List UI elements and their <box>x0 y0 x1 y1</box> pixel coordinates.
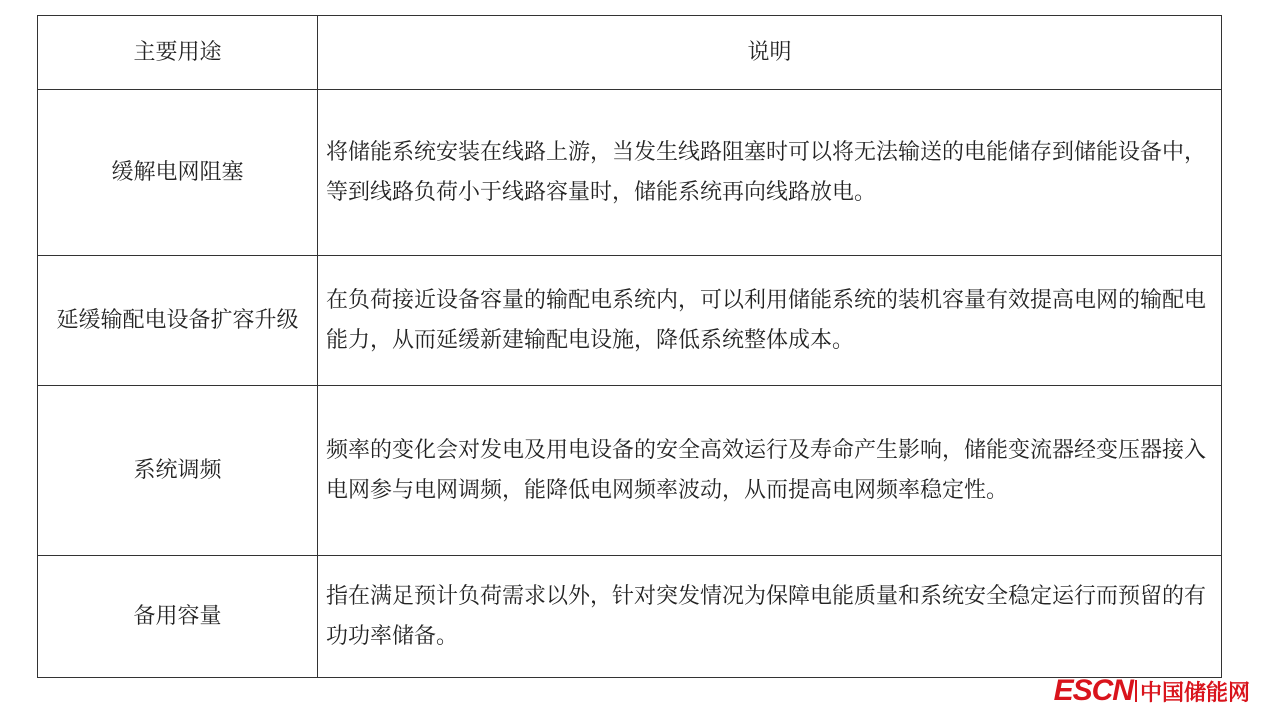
purpose-cell: 备用容量 <box>38 556 318 678</box>
logo-latin-text: ESCN <box>1053 674 1133 707</box>
header-purpose: 主要用途 <box>38 16 318 90</box>
table-row <box>38 90 1222 256</box>
purpose-cell: 延缓输配电设备扩容升级 <box>38 256 318 386</box>
logo-divider <box>1135 680 1137 702</box>
description-cell: 将储能系统安装在线路上游，当发生线路阻塞时可以将无法输送的电能储存到储能设备中，等到线路负荷小于线路容量时，储能系统再向线路放电。 <box>318 90 1222 256</box>
table-row <box>38 386 1222 556</box>
purpose-cell: 缓解电网阻塞 <box>38 90 318 256</box>
table-header-row <box>38 16 1222 90</box>
escn-watermark-logo <box>1054 672 1250 710</box>
table-row <box>38 556 1222 678</box>
header-description: 说明 <box>318 16 1222 90</box>
purpose-cell: 系统调频 <box>38 386 318 556</box>
energy-storage-uses-table <box>37 15 1222 678</box>
table-row <box>38 256 1222 386</box>
description-cell: 指在满足预计负荷需求以外，针对突发情况为保障电能质量和系统安全稳定运行而预留的有功功率储备。 <box>318 556 1222 678</box>
description-cell: 频率的变化会对发电及用电设备的安全高效运行及寿命产生影响，储能变流器经变压器接入电网参与电网调频，能降低电网频率波动，从而提高电网频率稳定性。 <box>318 386 1222 556</box>
logo-cjk-text: 中国储能网 <box>1139 680 1250 706</box>
description-cell: 在负荷接近设备容量的输配电系统内，可以利用储能系统的装机容量有效提高电网的输配电能力，从而延缓新建输配电设施，降低系统整体成本。 <box>318 256 1222 386</box>
